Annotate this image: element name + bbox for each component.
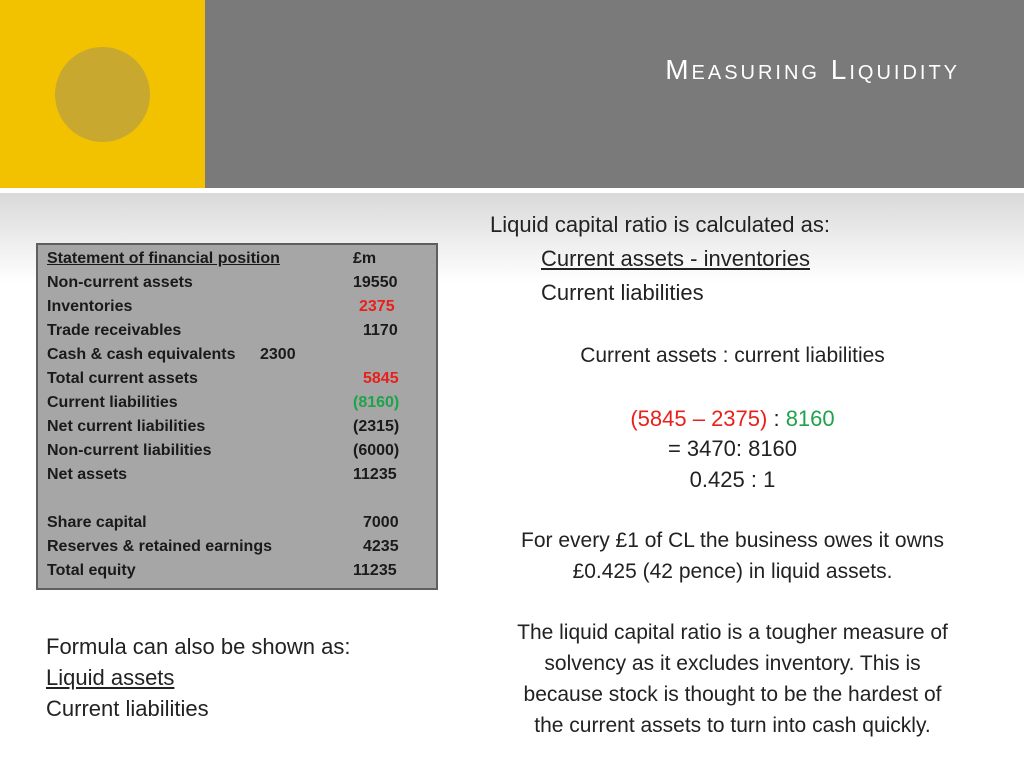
calc-denominator: 8160 [785, 406, 835, 431]
tougher-line-2: solvency as it excludes inventory. This is [544, 652, 921, 675]
calculation-result: 0.425 : 1 [689, 467, 776, 492]
table-row [47, 370, 427, 394]
statement-heading: Statement of financial position [47, 250, 280, 267]
table-row [47, 346, 427, 370]
tougher-line-1: The liquid capital ratio is a tougher measure of [517, 621, 948, 644]
table-row [47, 418, 427, 442]
row-label: Share capital [47, 514, 147, 531]
calc-numerator: (5845 – 2375) [630, 406, 768, 431]
table-row [47, 514, 427, 538]
row-label: Trade receivables [47, 322, 182, 339]
row-value: (6000) [353, 442, 400, 459]
ratio-intro: Liquid capital ratio is calculated as: [490, 212, 830, 237]
table-row [47, 562, 427, 586]
table-row [47, 538, 427, 562]
formula-denominator: Current liabilities [46, 696, 209, 721]
row-label: Cash & cash equivalents [47, 346, 236, 363]
statement-heading-row [47, 250, 427, 274]
row-value: 11235 [353, 562, 397, 579]
table-row [47, 394, 427, 418]
row-label: Reserves & retained earnings [47, 538, 272, 555]
tougher-line-3: because stock is thought to be the hardest of [523, 683, 942, 706]
row-value: (2315) [353, 418, 400, 435]
table-row [47, 322, 427, 346]
statement-of-financial-position [36, 243, 438, 590]
row-inline-value: 2300 [260, 346, 296, 363]
statement-unit: £m [353, 250, 377, 267]
explanation-line-1: For every £1 of CL the business owes it owns [521, 529, 944, 552]
row-value: 4235 [363, 538, 399, 555]
row-value: 7000 [363, 514, 399, 531]
row-label: Non-current assets [47, 274, 193, 291]
row-value: (8160) [353, 394, 400, 411]
ratio-denominator: Current liabilities [541, 280, 704, 305]
formula-numerator: Liquid assets [46, 665, 175, 690]
ratio-numerator: Current assets - inventories [541, 246, 810, 271]
table-row [47, 466, 427, 490]
row-value: 1170 [363, 322, 398, 339]
calculation-line-1 [480, 406, 985, 432]
table-row [47, 298, 427, 322]
table-row [47, 442, 427, 466]
row-value: 2375 [359, 298, 395, 315]
calc-separator: : [767, 406, 786, 431]
row-label: Net assets [47, 466, 128, 483]
row-label: Total current assets [47, 370, 198, 387]
row-label: Net current liabilities [47, 418, 206, 435]
slide-title: Measuring Liquidity [665, 54, 960, 85]
brand-block [0, 0, 205, 188]
formula-intro: Formula can also be shown as: [46, 634, 351, 659]
row-value: 11235 [353, 466, 397, 483]
ratio-label: Current assets : current liabilities [580, 344, 885, 367]
table-row [47, 274, 427, 298]
row-label: Non-current liabilities [47, 442, 212, 459]
row-label: Inventories [47, 298, 133, 315]
tougher-line-4: the current assets to turn into cash quickly. [534, 714, 931, 737]
calculation-line-2: = 3470: 8160 [667, 436, 798, 461]
logo-circle [55, 47, 150, 142]
explanation-line-2: £0.425 (42 pence) in liquid assets. [572, 560, 893, 583]
row-value: 19550 [353, 274, 398, 291]
row-label: Total equity [47, 562, 136, 579]
row-value: 5845 [363, 370, 399, 387]
row-label: Current liabilities [47, 394, 178, 411]
